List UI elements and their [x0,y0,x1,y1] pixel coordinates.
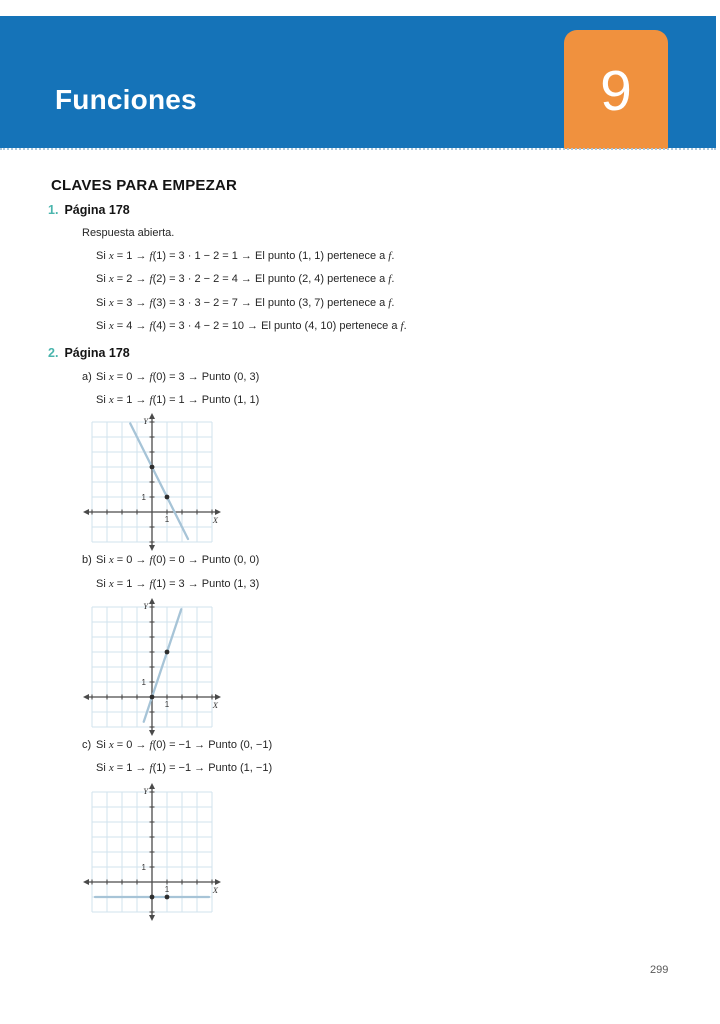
svg-text:X: X [212,700,218,710]
exercise-1-number: 1. [48,203,59,217]
part-a-line: Si x = 1 → f(1) = 1 → Punto (1, 1) [96,394,260,406]
svg-text:X: X [212,515,218,525]
svg-text:1: 1 [141,863,146,872]
exercise-1-title: Página 178 [64,203,130,217]
svg-text:Y: Y [143,786,148,796]
part-c-line: Si x = 1 → f(1) = −1 → Punto (1, −1) [96,762,273,774]
exercise-1-header [48,203,130,217]
function-graph-c [82,782,222,922]
chapter-title: Funciones [55,84,197,115]
function-graph-b [82,597,222,737]
exercise-1-line: Si x = 3 → f(3) = 3 · 3 − 2 = 7 → El punto (3, 7) pertenece a f. [96,297,395,309]
part-b-label: b) [82,554,92,566]
part-c-label: c) [82,739,92,751]
exercise-2-number: 2. [48,346,59,360]
part-b-line: Si x = 0 → f(0) = 0 → Punto (0, 0) [96,554,260,566]
svg-text:1: 1 [141,493,146,502]
svg-text:1: 1 [164,700,170,709]
page-number: 299 [650,964,669,976]
exercise-1-line: Si x = 2 → f(2) = 3 · 2 − 2 = 4 → El punto (2, 4) pertenece a f. [96,273,395,285]
part-a-line: Si x = 0 → f(0) = 3 → Punto (0, 3) [96,371,260,383]
section-title: CLAVES PARA EMPEZAR [51,177,238,194]
part-c-line: Si x = 0 → f(0) = −1 → Punto (0, −1) [96,739,273,751]
exercise-1-line: Si x = 1 → f(1) = 3 · 1 − 2 = 1 → El punto (1, 1) pertenece a f. [96,250,395,262]
svg-text:X: X [212,885,218,895]
exercise-1-line: Respuesta abierta. [82,227,175,239]
exercise-2-header [48,346,130,360]
svg-text:Y: Y [143,416,148,426]
part-b-line: Si x = 1 → f(1) = 3 → Punto (1, 3) [96,578,260,590]
chapter-number-tab [564,30,668,149]
part-a-label: a) [82,371,92,383]
svg-text:1: 1 [164,515,170,524]
svg-text:1: 1 [141,678,146,687]
svg-text:Y: Y [143,601,148,611]
exercise-2-title: Página 178 [64,346,130,360]
exercise-1-line: Si x = 4 → f(4) = 3 · 4 − 2 = 10 → El punto (4, 10) pertenece a f. [96,320,407,332]
chapter-number: 9 [600,59,632,123]
svg-text:1: 1 [164,885,170,894]
function-graph-a [82,412,222,552]
header-dotted-divider [0,148,716,150]
